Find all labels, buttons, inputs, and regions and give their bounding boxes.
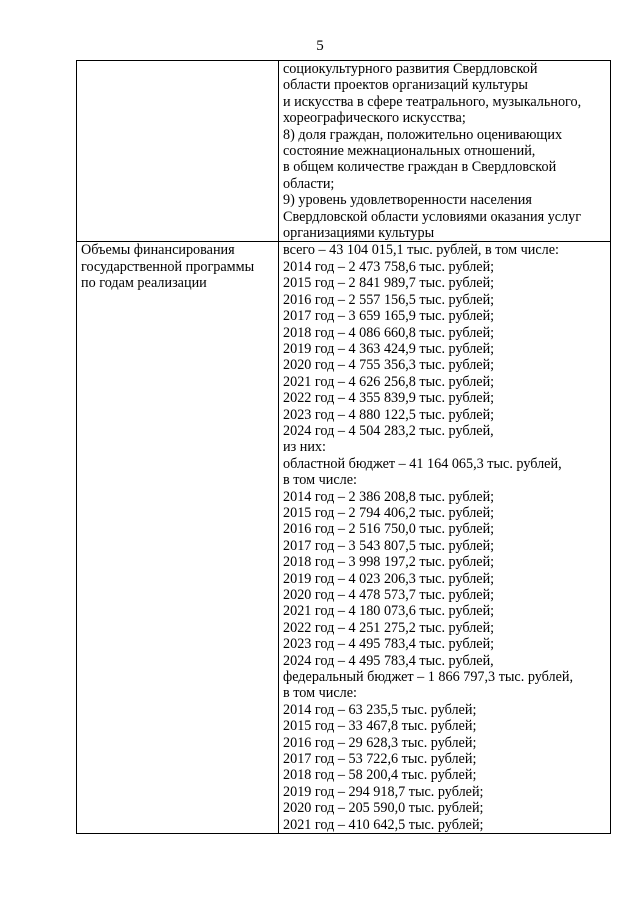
row-content-cell	[279, 242, 611, 834]
content-line: в том числе:	[283, 685, 357, 702]
content-line: 2015 год – 2 794 406,2 тыс. рублей;	[283, 504, 495, 521]
content-line: социокультурного развития Свердловской	[283, 61, 538, 77]
row-label-cell	[77, 242, 279, 834]
content-line: 2014 год – 2 386 208,8 тыс. рублей;	[283, 488, 495, 505]
content-line: 2021 год – 410 642,5 тыс. рублей;	[283, 816, 484, 833]
content-line: 2023 год – 4 495 783,4 тыс. рублей;	[283, 636, 495, 653]
content-line: 2015 год – 33 467,8 тыс. рублей;	[283, 718, 477, 735]
content-line: области проектов организаций культуры	[283, 77, 528, 94]
content-line: 2017 год – 3 659 165,9 тыс. рублей;	[283, 308, 495, 325]
content-line: 2021 год – 4 180 073,6 тыс. рублей;	[283, 603, 495, 620]
content-line: 2019 год – 4 363 424,9 тыс. рублей;	[283, 340, 495, 357]
content-line: Свердловской области условиями оказания услуг	[283, 208, 582, 225]
content-line: 2016 год – 2 516 750,0 тыс. рублей;	[283, 521, 495, 538]
content-line: и искусства в сфере театрального, музыкального,	[283, 93, 582, 110]
content-line: в общем количестве граждан в Свердловской	[283, 159, 557, 176]
row-content-cell	[279, 61, 611, 242]
content-line: хореографического искусства;	[283, 110, 466, 127]
table-row	[77, 242, 611, 834]
page-number: 5	[316, 38, 324, 54]
content-line: 2022 год – 4 355 839,9 тыс. рублей;	[283, 390, 495, 407]
content-line: 2022 год – 4 251 275,2 тыс. рублей;	[283, 619, 495, 636]
content-line: 2018 год – 58 200,4 тыс. рублей;	[283, 767, 477, 784]
label-line: по годам реализации	[81, 275, 207, 292]
content-line: 2021 год – 4 626 256,8 тыс. рублей;	[283, 373, 495, 390]
label-line: государственной программы	[81, 258, 255, 275]
content-line: 2024 год – 4 495 783,4 тыс. рублей,	[283, 652, 494, 669]
content-line: 2018 год – 4 086 660,8 тыс. рублей;	[283, 324, 495, 341]
content-line: в том числе:	[283, 472, 357, 489]
row-label-cell	[77, 61, 279, 242]
content-line: 2014 год – 63 235,5 тыс. рублей;	[283, 701, 477, 718]
label-line: Объемы финансирования	[81, 242, 235, 259]
content-line: 2017 год – 3 543 807,5 тыс. рублей;	[283, 537, 495, 554]
content-line: 2019 год – 4 023 206,3 тыс. рублей;	[283, 570, 495, 587]
content-line: 2016 год – 2 557 156,5 тыс. рублей;	[283, 291, 495, 308]
content-line: 2015 год – 2 841 989,7 тыс. рублей;	[283, 275, 495, 292]
content-line: 2024 год – 4 504 283,2 тыс. рублей,	[283, 422, 494, 439]
content-line: 2014 год – 2 473 758,6 тыс. рублей;	[283, 258, 495, 275]
content-line: 9) уровень удовлетворенности населения	[283, 192, 532, 209]
content-line: состояние межнациональных отношений,	[283, 143, 536, 160]
content-line: федеральный бюджет – 1 866 797,3 тыс. рублей,	[283, 669, 574, 686]
content-line: 2019 год – 294 918,7 тыс. рублей;	[283, 783, 484, 800]
content-line: 2018 год – 3 998 197,2 тыс. рублей;	[283, 554, 495, 571]
content-line: 2023 год – 4 880 122,5 тыс. рублей;	[283, 406, 495, 423]
content-line: 2016 год – 29 628,3 тыс. рублей;	[283, 734, 477, 751]
table-body	[77, 61, 611, 834]
table-row	[77, 61, 611, 242]
content-line: 2020 год – 4 478 573,7 тыс. рублей;	[283, 587, 495, 603]
content-line: 2017 год – 53 722,6 тыс. рублей;	[283, 751, 477, 768]
content-line: организациями культуры	[283, 225, 435, 242]
content-line: 2020 год – 4 755 356,3 тыс. рублей;	[283, 357, 495, 374]
content-line: всего – 43 104 015,1 тыс. рублей, в том числе:	[283, 242, 559, 259]
content-line: областной бюджет – 41 164 065,3 тыс. рублей,	[283, 455, 562, 472]
program-passport-table	[76, 60, 611, 834]
content-line: 8) доля граждан, положительно оценивающих	[283, 126, 563, 143]
content-line: 2020 год – 205 590,0 тыс. рублей;	[283, 800, 484, 817]
content-line: области;	[283, 175, 335, 192]
content-line: из них:	[283, 439, 326, 456]
